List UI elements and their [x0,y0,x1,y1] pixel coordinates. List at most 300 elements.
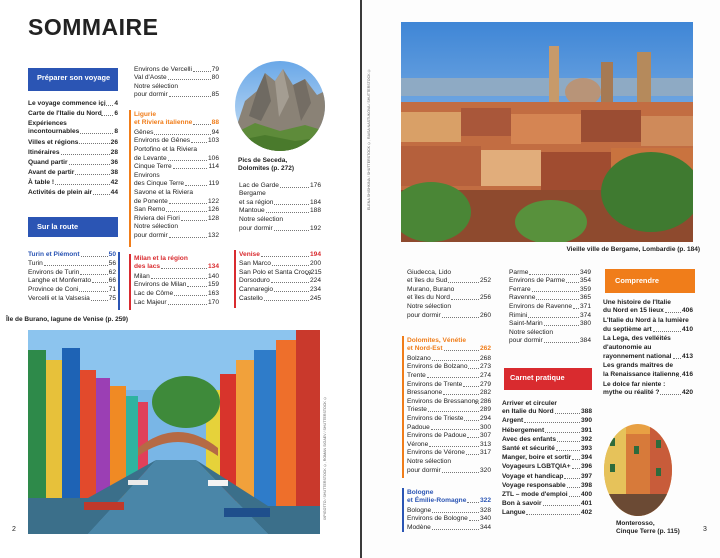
toc-entry-title: Environs de Trente [407,380,463,388]
toc-entry-page: 328 [479,506,491,514]
col2-top-list [509,268,591,345]
toc-entry-page: 371 [579,303,591,311]
toc-entry-page: 50 [108,250,116,258]
toc-entry-title: Environs de Gênes [134,137,191,145]
toc-entry [134,254,219,271]
leader-dots [466,454,479,455]
toc-entry-page: 176 [309,181,321,189]
leader-dots [169,96,211,97]
toc-entry [407,285,491,302]
toc-entry [134,171,219,188]
toc-entry-title: pour dormir [134,91,168,99]
toc-entry [502,463,592,472]
toc-entry [28,294,116,303]
toc-entry [502,426,592,435]
toc-entry [509,285,591,294]
toc-entry-page: 88 [211,119,219,127]
toc-entry-page: 71 [108,286,116,294]
toc-entry-page: 307 [479,432,491,440]
toc-entry [28,158,118,167]
toc-entry-title: Turin et Piémont [28,250,80,258]
toc-entry [407,380,491,389]
leader-dots [75,174,109,175]
leader-dots [80,274,107,275]
toc-entry-page: 194 [309,250,321,258]
toc-entry [502,509,592,518]
leader-dots [545,432,580,433]
toc-entry-page: 273 [479,363,491,371]
leader-dots [467,502,479,503]
toc-entry-page: 420 [681,389,693,397]
toc-entry-page: 134 [207,263,219,271]
toc-entry [502,481,592,490]
leader-dots [529,274,579,275]
venise-bar [234,250,236,308]
toc-entry-title: incontournables [28,128,80,136]
toc-entry-page: 416 [681,371,693,378]
toc-entry-title: Savone et la Riviera [134,189,194,197]
leader-dots [187,286,207,287]
toc-entry-title: Turin [28,260,43,268]
toc-entry-page: 262 [479,345,491,353]
comprendre-list [603,298,693,398]
leader-dots [55,184,110,185]
toc-entry-title: Santé et sécurité [502,445,555,453]
leader-dots [193,124,210,125]
toc-entry-title: Notre sélection [407,303,451,311]
bologne-section [407,488,491,532]
toc-entry [134,137,219,146]
toc-entry-title: Les grands maîtres de [603,362,673,370]
toc-entry [502,435,592,444]
toc-entry-page: 282 [479,389,491,397]
toc-entry-title: Gênes [134,128,154,136]
toc-entry-page: 163 [207,290,219,298]
toc-entry [134,74,219,83]
toc-entry-title: rayonnement national [603,352,672,360]
toc-entry-title: La Lega, des velléités [603,335,671,343]
leader-dots [464,420,479,421]
turin-section [28,250,116,303]
bergame-photo [401,22,693,242]
toc-entry-page: 268 [479,354,491,362]
toc-entry-title: d'autonomie au [603,344,652,352]
toc-entry-title: Modène [407,524,431,532]
toc-entry-page: 384 [579,337,591,345]
toc-entry-page: 44 [110,189,118,197]
credit-right: ELENA SHISHKINA / SHUTTERSTOCK ©, RAISA NASTUKOVA / SHUTTERSTOCK © [367,68,371,210]
leader-dots [181,220,207,221]
leader-dots [444,350,479,351]
leader-dots [442,317,479,318]
toc-entry [502,454,592,463]
toc-entry-title: Expériences [28,119,67,127]
toc-entry-title: pour dormir [239,224,273,232]
toc-entry-page: 401 [580,500,592,508]
toc-entry-page: 392 [580,435,592,443]
leader-dots [524,422,580,423]
leader-dots [665,312,681,313]
leader-dots [271,282,309,283]
toc-entry [407,449,491,458]
toc-entry-page: 132 [207,232,219,239]
toc-entry-title: Le voyage commence ici [28,99,106,107]
toc-entry-page: 26 [110,138,118,146]
leader-dots [264,300,309,301]
toc-entry [407,414,491,423]
toc-entry-page: 38 [110,168,118,176]
leader-dots [79,143,109,144]
toc-entry-title: Ferrare [509,285,531,293]
toc-entry-page: 402 [580,509,592,517]
toc-entry-title: Ravenne [509,294,536,302]
toc-entry-page: 184 [309,198,321,206]
toc-entry [134,298,219,307]
toc-entry [603,362,693,379]
leader-dots [544,342,579,343]
toc-entry-title: Notre sélection [239,216,283,224]
leader-dots [79,291,107,292]
toc-entry [407,363,491,372]
toc-entry [407,354,491,363]
leader-dots [555,413,580,414]
toc-entry-title: et îles du Sud [407,277,448,285]
toc-entry-title: Environs de Trieste [407,415,464,423]
leader-dots [101,115,113,116]
toc-entry-page: 354 [579,277,591,285]
toc-entry-title: Milan [134,272,150,280]
toc-entry [134,65,219,74]
toc-entry [28,119,118,136]
toc-entry [134,214,219,223]
leader-dots [272,265,309,266]
toc-entry-page: 128 [207,214,219,222]
toc-entry-title: des lacs [134,263,161,271]
toc-entry-title: et Riviera italienne [134,119,193,127]
toc-entry-page: 393 [580,445,592,453]
toc-entry [134,223,219,240]
toc-entry-title: Voyage et handicap [502,472,564,480]
toc-entry-title: Hébergement [502,426,545,434]
toc-entry-page: 274 [479,372,491,380]
toc-entry-title: Avant de partir [28,168,75,176]
intro-list [28,99,118,198]
toc-entry-page: 122 [207,197,219,205]
toc-entry-page: 410 [681,325,693,333]
toc-entry [407,268,491,285]
toc-entry-title: Une histoire de l'Italie [603,298,671,306]
leader-dots [168,79,211,80]
toc-entry-page: 200 [309,260,321,268]
toc-entry-page: 75 [108,294,116,302]
toc-entry-title: L'Italie du Nord à la lumière [603,317,689,325]
toc-entry [134,289,219,298]
leader-dots [274,204,309,205]
toc-entry-page: 413 [681,352,693,360]
toc-entry [407,371,491,380]
leader-dots [428,411,479,412]
header-carnet: Carnet pratique [504,368,592,390]
toc-entry [239,250,321,259]
toc-entry-title: Parme [509,268,529,276]
toc-entry-page: 322 [479,497,491,505]
toc-entry-title: et Nord-Est [407,345,443,353]
toc-entry-title: Portofino et la Riviera [134,146,198,154]
toc-entry [28,138,118,147]
toc-entry-title: Environs de Milan [134,281,187,289]
leader-dots [274,291,309,292]
toc-entry [509,311,591,320]
toc-entry-page: 8 [114,128,118,136]
leader-dots [536,299,579,300]
toc-entry [28,277,116,286]
toc-entry-page: 313 [479,440,491,448]
col3-lakes-list [239,181,321,233]
toc-entry-title: Bon à savoir [502,500,542,508]
toc-entry-title: pour dormir [407,466,441,474]
leader-dots [526,514,580,515]
toc-entry [407,432,491,441]
toc-entry [407,302,491,319]
toc-entry [407,406,491,415]
toc-entry-page: 159 [207,281,219,289]
leader-dots [569,496,580,497]
toc-entry [509,268,591,277]
leader-dots [572,468,580,469]
toc-entry [509,302,591,311]
toc-entry-page: 340 [479,515,491,523]
toc-entry-title: San Remo [134,206,166,214]
leader-dots [151,278,207,279]
leader-dots [169,203,207,204]
toc-entry-title: Lac de Côme [134,290,174,298]
toc-entry-title: Bergame [239,190,266,198]
toc-entry-title: et îles du Nord [407,294,450,302]
leader-dots [91,300,108,301]
leader-dots [432,529,479,530]
toc-entry-title: Val d'Aoste [134,74,167,82]
toc-entry [502,490,592,499]
toc-entry-page: 398 [580,481,592,489]
leader-dots [69,164,110,165]
toc-entry-page: 126 [207,206,219,214]
leader-dots [429,446,479,447]
toc-entry-title: Environs de Bologne [407,515,468,523]
leader-dots [443,394,479,395]
toc-entry-title: Province de Coni [28,286,79,294]
toc-entry [239,277,321,286]
toc-entry-page: 4 [114,99,118,107]
toc-entry-title: Langhe et Monferrato [28,277,92,285]
toc-entry-page: 391 [580,426,592,434]
toc-entry [239,260,321,269]
leader-dots [193,71,211,72]
ligurie-section [134,110,219,240]
toc-entry-title: Venise [239,250,260,258]
leader-dots [544,325,579,326]
toc-entry-title: Giudecca, Lido [407,268,451,276]
toc-entry-page: 94 [211,128,219,136]
leader-dots [567,487,580,488]
leader-dots [93,194,110,195]
toc-entry [134,145,219,162]
toc-entry-title: Bressanone [407,389,443,397]
toc-entry [28,188,118,197]
leader-dots [451,299,479,300]
toc-entry-page: 289 [479,406,491,414]
toc-entry-title: Trieste [407,406,427,414]
dolomites-bar [402,336,404,478]
toc-entry [239,207,321,216]
toc-entry [407,515,491,524]
toc-entry-title: À table ! [28,178,55,186]
toc-entry-title: Environs de Vérone [407,449,465,457]
carnet-list [502,399,592,518]
toc-entry-title: Mantoue [239,207,265,215]
toc-entry-title: Cannaregio [239,286,274,294]
toc-entry [239,294,321,303]
toc-entry [502,399,592,416]
toc-entry-title: Carte de l'Italie du Nord [28,109,102,117]
toc-entry-page: 294 [479,415,491,423]
toc-entry-page: 106 [207,154,219,162]
toc-entry-title: du septième art [603,325,652,333]
toc-entry-title: Environs de Padoue [407,432,467,440]
toc-entry [603,380,693,397]
toc-entry [509,277,591,286]
leader-dots [80,133,113,134]
toc-entry-title: Cinque Terre [134,163,172,171]
toc-entry-title: Notre sélection [509,328,553,336]
toc-entry-page: 388 [580,408,592,416]
toc-entry-title: pour dormir [134,232,168,239]
toc-entry [28,250,116,259]
toc-entry-title: Voyage responsable [502,481,566,489]
toc-entry [134,272,219,281]
toc-entry-page: 56 [108,260,116,268]
caption-monterosso: Monterosso, Cinque Terre (p. 115) [616,520,680,535]
toc-entry-title: Bologne [407,506,432,514]
toc-entry-page: 103 [207,137,219,145]
toc-entry-title: Milan et la région [134,254,188,262]
toc-entry-page: 62 [108,268,116,276]
toc-entry-page: 234 [309,286,321,294]
venise-section [239,250,321,303]
toc-entry [509,328,591,345]
leader-dots [442,472,479,473]
toc-entry [509,294,591,303]
toc-entry-title: de Ponente [134,197,168,205]
toc-entry [407,488,491,505]
header-comprendre: Comprendre [605,269,695,293]
toc-entry-title: Le dolce far niente : [603,380,666,388]
credit-left: IXPIGOTTO / SHUTTERSTOCK ©, ROMAN SIGAEV / SHUTTERSTOCK © [323,396,327,520]
leader-dots [532,291,579,292]
toc-entry-title: Rimini [509,311,528,319]
page-title: SOMMAIRE [28,14,159,40]
toc-entry [603,298,693,315]
leader-dots [101,105,113,106]
leader-dots [556,450,580,451]
toc-entry-title: Vérone [407,440,429,448]
toc-entry-title: Arriver et circuler [502,399,557,407]
toc-entry-title: Environs de Turin [28,268,80,276]
leader-dots [448,282,479,283]
leader-dots [191,142,207,143]
leader-dots [173,168,208,169]
burano-photo [28,330,320,534]
toc-entry-page: 349 [579,268,591,276]
toc-entry-title: Bologne [407,488,434,496]
toc-entry [239,181,321,190]
toc-entry-page: 320 [479,466,491,474]
toc-entry-title: mythe ou réalité ? [603,389,660,397]
caption-bergame: Vieille ville de Bergame, Lombardie (p. 184) [566,246,700,253]
toc-entry-page: 85 [211,91,219,99]
bologne-bar [402,488,404,532]
toc-entry-title: et Émilie-Romagne [407,497,467,505]
toc-entry-page: 79 [211,65,219,73]
leader-dots [261,256,309,257]
toc-entry-title: San Marco [239,260,271,268]
toc-entry-page: 300 [479,423,491,431]
leader-dots [673,358,681,359]
leader-dots [154,134,210,135]
toc-entry [134,188,219,205]
milan-section [134,254,219,307]
leader-dots [469,520,479,521]
toc-entry [28,109,118,118]
leader-dots [564,478,580,479]
toc-entry-title: Notre sélection [134,82,178,90]
toc-entry-title: Bolzano [407,354,431,362]
leader-dots [168,304,207,305]
page-number-right: 3 [703,526,707,533]
toc-entry-page: 6 [114,109,118,117]
toc-entry [134,206,219,215]
toc-entry [407,336,491,353]
toc-entry-title: Quand partir [28,158,68,166]
toc-entry [407,506,491,515]
toc-entry [509,320,591,329]
leader-dots [427,377,479,378]
toc-entry-title: Lac de Garde [239,181,279,189]
leader-dots [431,429,479,430]
toc-entry [603,335,693,361]
toc-entry [239,285,321,294]
leader-dots [467,437,479,438]
leader-dots [475,403,479,404]
toc-entry-page: 66 [108,277,116,285]
toc-entry-title: pour dormir [509,337,543,345]
col1-top-list [407,268,491,320]
leader-dots [468,368,479,369]
leader-dots [432,512,479,513]
toc-entry-title: Saint-Marin [509,320,543,328]
toc-entry-page: 114 [208,163,219,171]
toc-entry-page: 317 [479,449,491,457]
toc-entry-page: 396 [580,463,592,471]
toc-entry-page: 344 [479,524,491,532]
toc-entry-title: Padoue [407,423,430,431]
leader-dots [528,317,579,318]
leader-dots [166,211,207,212]
leader-dots [185,185,207,186]
toc-entry-title: Langue [502,509,526,517]
toc-entry [28,285,116,294]
toc-entry-title: Environs de Bolzano [407,363,468,371]
toc-entry-title: Argent [502,417,524,425]
